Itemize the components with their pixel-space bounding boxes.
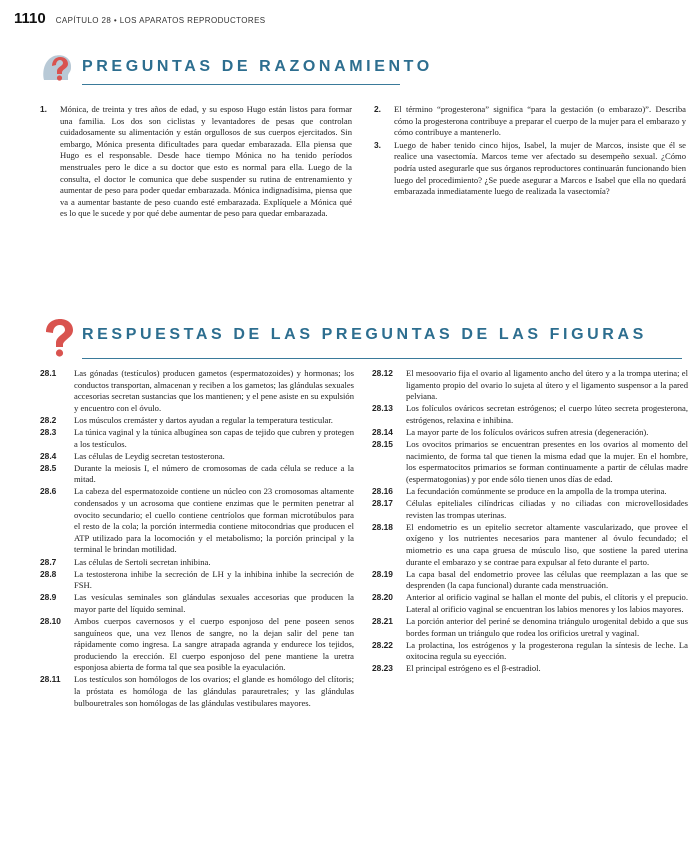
answer-number: 28.13 bbox=[372, 403, 393, 414]
answer-item bbox=[372, 592, 688, 615]
question-number: 1. bbox=[40, 104, 47, 114]
answer-number: 28.11 bbox=[40, 674, 61, 685]
answer-text: El principal estrógeno es el β-estradiol. bbox=[406, 663, 541, 674]
answer-item bbox=[40, 674, 354, 709]
answer-number: 28.23 bbox=[372, 663, 393, 674]
answer-item bbox=[40, 592, 354, 615]
answer-text: Ambos cuerpos cavernosos y el cuerpo esponjoso del pene poseen senos sanguíneos que, una vez llenos de sangre, no la dejan salir del pene tan rápidamente como ingresa. La sangre atrapada agranda y endurece los tejidos, produciendo la erección. El cuerpo esponjoso del pene mantiene la uretra esponjosa abierta de forma tal que sea posible la eyaculación. bbox=[74, 615, 354, 673]
answer-item bbox=[40, 463, 354, 486]
answers-rule bbox=[82, 358, 682, 359]
answer-text: La fecundación comúnmente se produce en la ampolla de la trompa uterina. bbox=[406, 485, 667, 496]
answer-number: 28.5 bbox=[40, 462, 57, 473]
answer-text: La testosterona inhibe la secreción de LH y la inhibina inhibe la secreción de FSH. bbox=[74, 568, 354, 591]
answer-item bbox=[40, 368, 354, 414]
answer-number: 28.6 bbox=[40, 486, 57, 497]
answer-number: 28.10 bbox=[40, 615, 61, 626]
answer-number: 28.2 bbox=[40, 414, 57, 425]
answer-item bbox=[40, 451, 354, 463]
answer-number: 28.18 bbox=[372, 521, 393, 532]
answer-text: El endometrio es un epitelio secretor altamente vascularizado, que provee el oxígeno y los nutrientes necesarios para mantener al óvulo fecundado; el miometrio es una capa gruesa de músculo liso, que sostiene la pared uterina durante el embarazo y se contrae para expulsar al feto durante el parto. bbox=[406, 521, 688, 567]
answers-left-column bbox=[40, 368, 354, 710]
answer-item bbox=[372, 486, 688, 498]
answers-title: RESPUESTAS DE LAS PREGUNTAS DE LAS FIGURAS bbox=[82, 326, 647, 343]
question-text: Luego de haber tenido cinco hijos, Isabel, la mujer de Marcos, insiste que él se realice una vasectomía. Marcos teme ver afectado su desempeño sexual. ¿Cómo podría usted asegurarle que sus órganos reproductores continuarán funcionando bien luego del procedimiento? ¿Se puede asegurar a Marcos e Isabel que ella no quedará embarazada inmediatamente luego de realizada la vasectomía? bbox=[394, 139, 686, 197]
answer-item bbox=[40, 616, 354, 674]
question-item bbox=[374, 140, 686, 198]
answer-text: Los músculos cremáster y dartos ayudan a regular la temperatura testicular. bbox=[74, 414, 333, 425]
page-number: 1110 bbox=[14, 10, 46, 27]
answer-text: Durante la meiosis I, el número de cromosomas de cada célula se reduce a la mitad. bbox=[74, 462, 354, 485]
reasoning-title: PREGUNTAS DE RAZONAMIENTO bbox=[82, 58, 433, 75]
answer-item bbox=[372, 439, 688, 485]
answer-text: La capa basal del endometrio provee las células que reemplazan a las que se desprenden (la capa funcional) durante cada menstruación. bbox=[406, 568, 688, 591]
answer-text: Las vesículas seminales son glándulas sexuales accesorias que producen la mayor parte del líquido seminal. bbox=[74, 592, 354, 614]
answer-number: 28.17 bbox=[372, 498, 393, 509]
answer-text: Las células de Sertoli secretan inhibina. bbox=[74, 556, 211, 567]
reasoning-right-column bbox=[374, 104, 686, 199]
answer-item bbox=[372, 403, 688, 426]
answer-item bbox=[372, 427, 688, 439]
answer-item bbox=[372, 522, 688, 568]
answer-text: La porción anterior del periné se denomina triángulo urogenital debido a que sus bordes forman un triángulo que rodea los orificios uretral y vaginal. bbox=[406, 615, 688, 638]
answer-item bbox=[372, 498, 688, 521]
answer-number: 28.8 bbox=[40, 568, 57, 579]
answer-number: 28.19 bbox=[372, 568, 393, 579]
answer-text: Células epiteliales cilíndricas ciliadas y no ciliadas con microvellosidades revisten las trompas uterinas. bbox=[406, 498, 688, 520]
answer-text: Los ovocitos primarios se encuentran presentes en los ovarios al momento del nacimiento, de forma tal que tienen la misma edad que la mujer. En el hombre, los espermatocitos primarios se forman continuamente a partir de células madre (espermatogonias) y por ende sólo tienen unos días de edad. bbox=[406, 439, 688, 484]
question-number: 3. bbox=[374, 139, 381, 150]
answer-number: 28.14 bbox=[372, 426, 393, 437]
reasoning-heading bbox=[38, 50, 433, 84]
answer-number: 28.4 bbox=[40, 450, 57, 461]
answer-number: 28.21 bbox=[372, 615, 393, 626]
question-mark-icon bbox=[38, 318, 78, 352]
answer-item bbox=[40, 427, 354, 450]
answer-number: 28.16 bbox=[372, 485, 393, 496]
answer-number: 28.12 bbox=[372, 368, 393, 378]
answer-item bbox=[40, 415, 354, 427]
reasoning-left-column bbox=[40, 104, 352, 221]
answer-item bbox=[40, 569, 354, 592]
question-text: Mónica, de treinta y tres años de edad, y su esposo Hugo están listos para formar una familia. Los dos son ciclistas y levantadores de pesas que controlan cuidadosamente su alimentación y están orgullosos de sus cuerpos ejercitados. Sin embargo, Mónica presenta dificultades para quedar embarazada. Ella piensa que Hugo es el responsable. Desde hace tiempo Mónica no ha tenido períodos menstruales pero le dice a su doctor que esto es normal para ella. Luego de la consulta, el doctor le comunica que debe suspender su rutina de entrenamiento y aumentar de peso para poder quedar embarazada. Mónica indignadísima, piensa que va a aumentar bastante de peso cuando esté embarazada. Explíquele a Mónica qué es lo que le sucede y por qué debe aumentar de peso para quedar embarazada. bbox=[60, 104, 352, 219]
head-question-icon bbox=[38, 50, 78, 84]
answer-text: Los folículos ováricos secretan estrógenos; el cuerpo lúteo secreta progesterona, estrógenos, relaxina e inhibina. bbox=[406, 403, 688, 425]
answer-text: Las gónadas (testículos) producen gametos (espermatozoides) y hormonas; los conductos transportan, almacenan y reciben a los gametos; las glándulas sexuales accesorias secretan sustancias que los mantienen; y el pene asiste en su expulsión y encuentro con el óvulo. bbox=[74, 368, 354, 413]
answer-number: 28.7 bbox=[40, 556, 57, 567]
answer-text: La cabeza del espermatozoide contiene un núcleo con 23 cromosomas altamente condensados y un acrosoma que contiene enzimas que le permiten penetrar al ovocito secundario; el cuello contiene centríolos que forman microtúbulos para el resto de la cola; la porción intermedia contiene mitocondrias que producen el ATP utilizado para la locomoción y el metabolismo; la porción principal y la terminal le brindan motilidad. bbox=[74, 486, 354, 555]
answer-number: 28.22 bbox=[372, 639, 393, 650]
question-item bbox=[374, 104, 686, 139]
question-item bbox=[40, 104, 352, 220]
answer-number: 28.3 bbox=[40, 426, 57, 437]
answer-text: La túnica vaginal y la túnica albugínea son capas de tejido que cubren y protegen a los testículos. bbox=[74, 426, 354, 449]
answer-number: 28.15 bbox=[372, 439, 393, 450]
answers-heading bbox=[38, 318, 647, 352]
question-text: El término “progesterona” significa “para la gestación (o embarazo)”. Describa cómo la progesterona contribuye a preparar el cuerpo de la mujer para el embarazo y cómo contribuye a mantenerlo. bbox=[394, 104, 686, 138]
answer-item bbox=[40, 486, 354, 556]
answer-number: 28.20 bbox=[372, 592, 393, 603]
page-header bbox=[14, 10, 686, 30]
answer-item bbox=[372, 368, 688, 403]
answer-text: Anterior al orificio vaginal se hallan el monte del pubis, el clítoris y el prepucio. Lateral al orificio vaginal se encuentran los labios menores y los labios mayores. bbox=[406, 592, 688, 614]
answer-item bbox=[372, 616, 688, 639]
reasoning-rule bbox=[82, 84, 400, 85]
answer-number: 28.1 bbox=[40, 368, 57, 378]
answer-text: La mayor parte de los folículos ováricos sufren atresia (degeneración). bbox=[406, 426, 649, 437]
question-number: 2. bbox=[374, 104, 381, 114]
answer-text: Las células de Leydig secretan testosterona. bbox=[74, 450, 225, 461]
answer-item bbox=[372, 569, 688, 592]
answer-item bbox=[372, 640, 688, 663]
answer-text: La prolactina, los estrógenos y la progesterona regulan la síntesis de leche. La oxitocina regula su eyección. bbox=[406, 639, 688, 662]
answer-text: El mesoovario fija el ovario al ligamento ancho del útero y a la trompa uterina; el ligamento propio del ovario lo sujeta al útero y el ligamento suspensor a la pared pelviana. bbox=[406, 368, 688, 402]
answer-item bbox=[40, 557, 354, 569]
chapter-title: CAPÍTULO 28 • LOS APARATOS REPRODUCTORES bbox=[55, 16, 266, 25]
answer-text: Los testículos son homólogos de los ovarios; el glande es homólogo del clítoris; la próstata es homóloga de las glándulas parauretrales; y las glándulas bulbouretrales son homólogas de las glándulas vestibulares mayores. bbox=[74, 674, 354, 708]
answer-number: 28.9 bbox=[40, 592, 57, 603]
answers-right-column bbox=[372, 368, 688, 675]
answer-item bbox=[372, 663, 688, 675]
